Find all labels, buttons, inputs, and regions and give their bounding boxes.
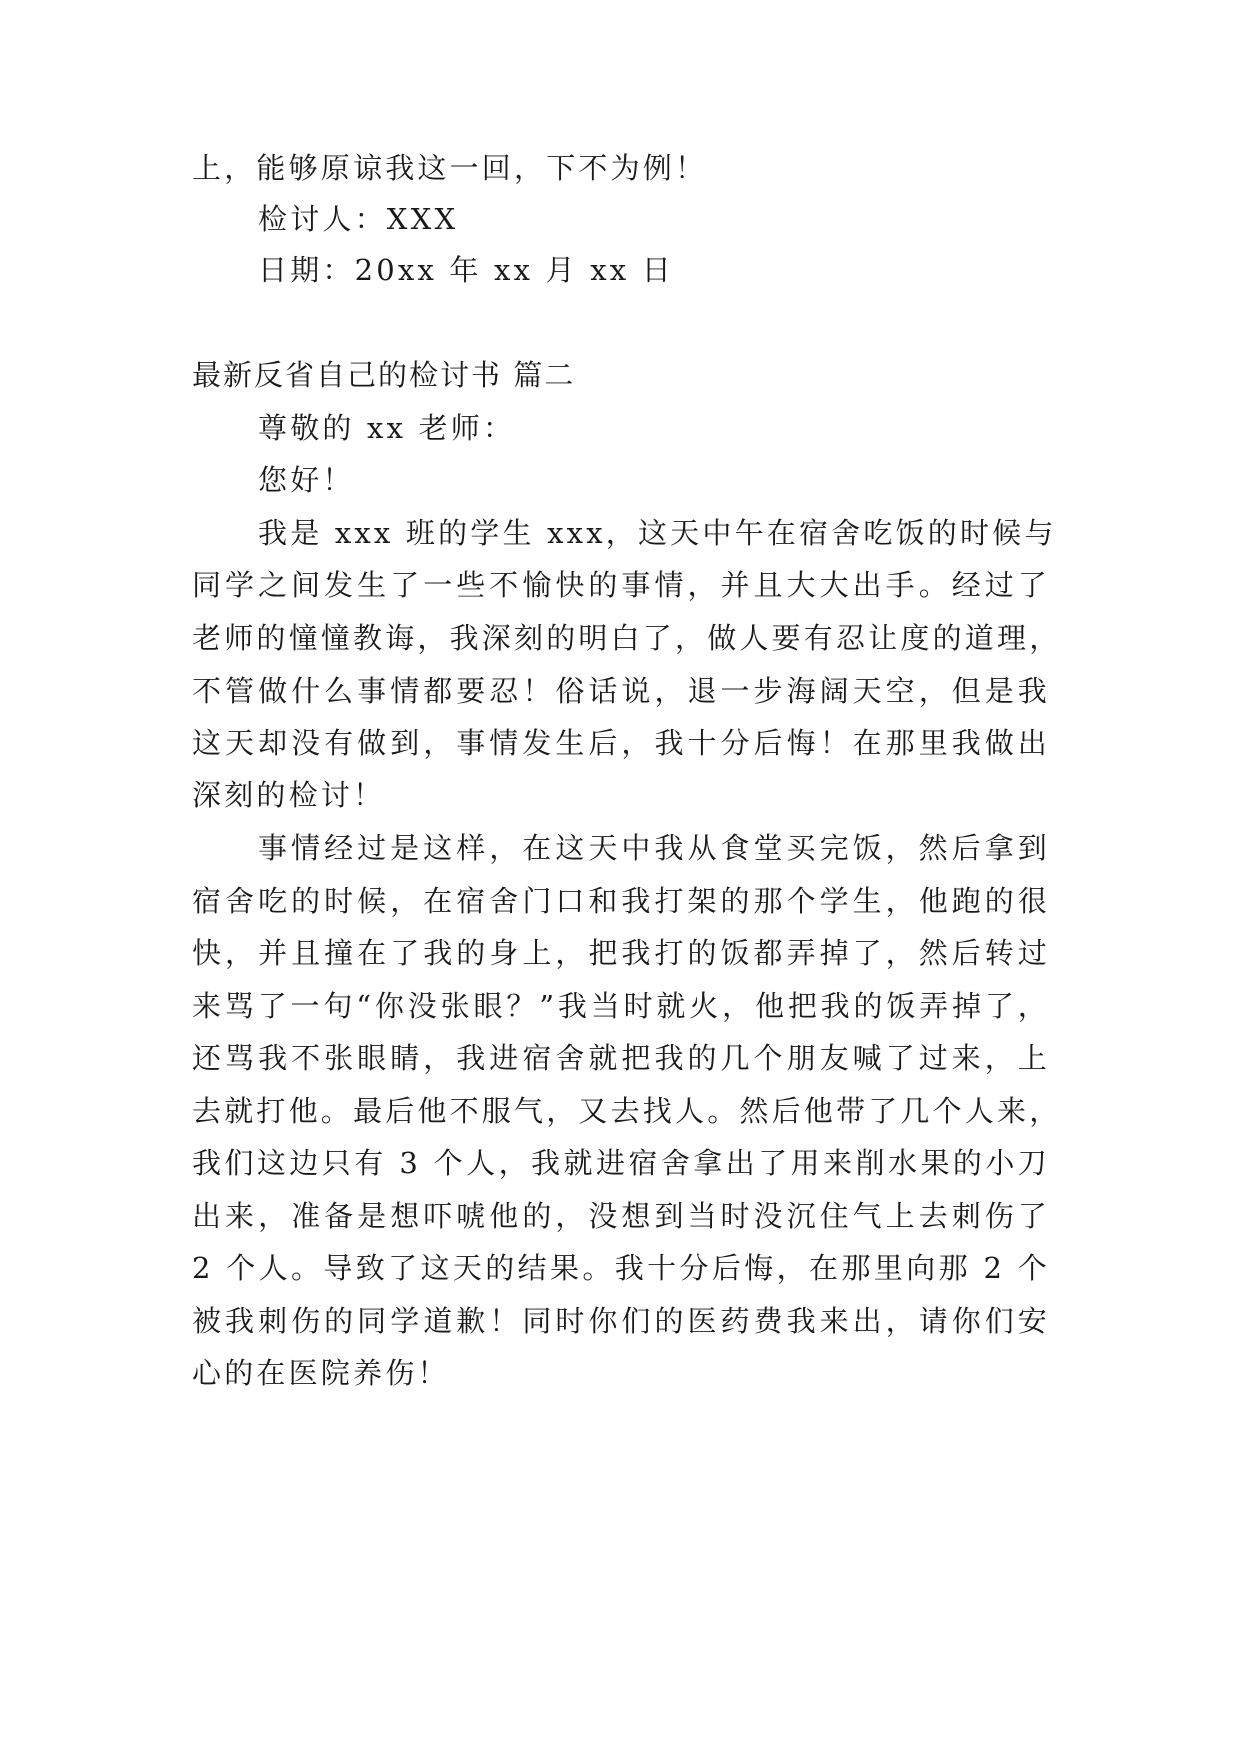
- paragraph-line: 心的在医院养伤！: [192, 1356, 450, 1390]
- paragraph-line: 快，并且撞在了我的身上，把我打的饭都弄掉了，然后转过: [192, 936, 1050, 970]
- paragraph-line: 出来，准备是想吓唬他的，没想到当时没沉住气上去刺伤了: [192, 1199, 1050, 1233]
- paragraph-line: 这天却没有做到，事情发生后，我十分后悔！在那里我做出: [192, 726, 1050, 760]
- salutation: 尊敬的 xx 老师：: [258, 411, 516, 445]
- closing-line: 上，能够原谅我这一回，下不为例！: [192, 151, 708, 185]
- greeting: 您好！: [258, 463, 355, 497]
- paragraph-line: 被我刺伤的同学道歉！同时你们的医药费我来出，请你们安: [192, 1304, 1050, 1338]
- paragraph-line: 来骂了一句“你没张眼？”我当时就火，他把我的饭弄掉了，: [192, 989, 1050, 1023]
- paragraph-line: 去就打他。最后他不服气，又去找人。然后他带了几个人来，: [192, 1094, 1062, 1128]
- paragraph-line: 我们这边只有 3 个人，我就进宿舍拿出了用来削水果的小刀: [192, 1146, 1050, 1180]
- paragraph-line: 同学之间发生了一些不愉快的事情，并且大大出手。经过了: [192, 568, 1050, 602]
- paragraph-line: 还骂我不张眼睛，我进宿舍就把我的几个朋友喊了过来，上: [192, 1041, 1050, 1075]
- paragraph-line: 事情经过是这样，在这天中我从食堂买完饭，然后拿到: [258, 831, 1050, 865]
- paragraph-line: 深刻的检讨！: [192, 778, 386, 812]
- paragraph-line: 不管做什么事情都要忍！俗话说，退一步海阔天空，但是我: [192, 674, 1050, 708]
- paragraph-line: 2 个人。导致了这天的结果。我十分后悔，在那里向那 2 个: [192, 1251, 1050, 1285]
- signer-line: 检讨人：XXX: [258, 202, 459, 236]
- paragraph-line: 我是 xxx 班的学生 xxx，这天中午在宿舍吃饭的时候与: [258, 516, 1057, 550]
- paragraph-line: 老师的憧憧教诲，我深刻的明白了，做人要有忍让度的道理，: [192, 621, 1062, 655]
- section-heading: 最新反省自己的检讨书 篇二: [192, 358, 576, 392]
- date-line: 日期：20xx 年 xx 月 xx 日: [258, 253, 674, 287]
- paragraph-line: 宿舍吃的时候，在宿舍门口和我打架的那个学生，他跑的很: [192, 884, 1050, 918]
